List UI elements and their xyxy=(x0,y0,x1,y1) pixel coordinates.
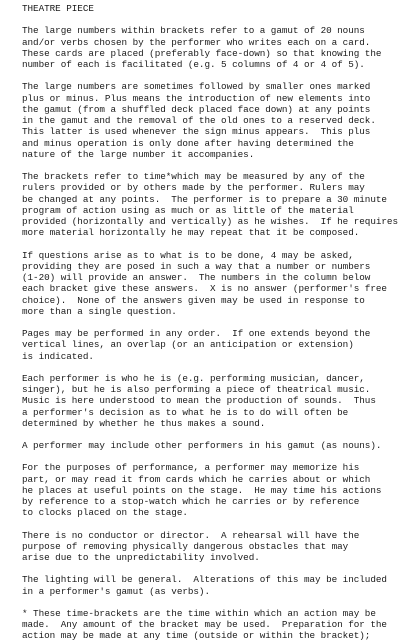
paragraph-no-conductor: There is no conductor or director. A rehearsal will have the purpose of removing physically dangerous obstacles that may arise due to the unpredictability involved. xyxy=(22,529,360,563)
paragraph-plus-minus: The large numbers are sometimes followed by smaller ones marked plus or minus. Plus means the introduction of new elements into the gamut (from a shuffled deck placed face down) at any points in the gamut and the removal of the old ones to a reserved deck. This latter is used whenever the sign minus appears. This plus and minus operation is only done after having determined the nature of the large number it accompanies. xyxy=(22,81,376,160)
paragraph-gamut: The large numbers within brackets refer to a gamut of 20 nouns and/or verbs chosen by the performer who writes each on a card. These cards are placed (preferably face-down) so that knowing the number of each is facilitated (e.g. 5 columns of 4 or 4 of 5). xyxy=(22,25,382,70)
document-title: THEATRE PIECE xyxy=(22,3,94,14)
paragraph-questions: If questions arise as to what is to be done, 4 may be asked, providing they are posed in such a way that a number or numbers (1-20) will provide an answer. The numbers in the column below each bracket give these answers. X is no answer (performer's free choice). None of the answers given may be used in response to more than a single question. xyxy=(22,249,387,317)
paragraph-page-order: Pages may be performed in any order. If one extends beyond the vertical lines, an overlap (or an anticipation or extension) is indicated. xyxy=(22,328,371,362)
paragraph-brackets-time: The brackets refer to time*which may be measured by any of the rulers provided or by others made by the performer. Rulers may be changed at any points. The performer is to prepare a 30 minute program of action using as much or as little of the material provided (horizontally and vertically) as he wishes. If he requires more material horizontally he may repeat that it be composed. xyxy=(22,171,398,239)
paragraph-other-performers: A performer may include other performers in his gamut (as nouns). xyxy=(22,440,382,451)
paragraph-lighting: The lighting will be general. Alterations of this may be included in a performer's gamut (as verbs). xyxy=(22,574,387,597)
paragraph-performer: Each performer is who he is (e.g. performing musician, dancer, singer), but he is also performing a piece of theatrical music. Music is here understood to mean the production of sounds. Thus a performer's decision as to what he is to do will often be determined by whether he thus makes a sound. xyxy=(22,372,376,429)
footnote-time-brackets: * These time-brackets are the time within which an action may be made. Any amount of the bracket may be used. Preparation for the action may be made at any time (outside or within the bracket); xyxy=(22,607,387,642)
document-page xyxy=(22,3,398,642)
paragraph-memorize: For the purposes of performance, a performer may memorize his part, or may read it from cards which he carries about or which he places at useful points on the stage. He may time his actions by reference to a stop-watch which he carries or by reference to clocks placed on the stage. xyxy=(22,462,382,519)
